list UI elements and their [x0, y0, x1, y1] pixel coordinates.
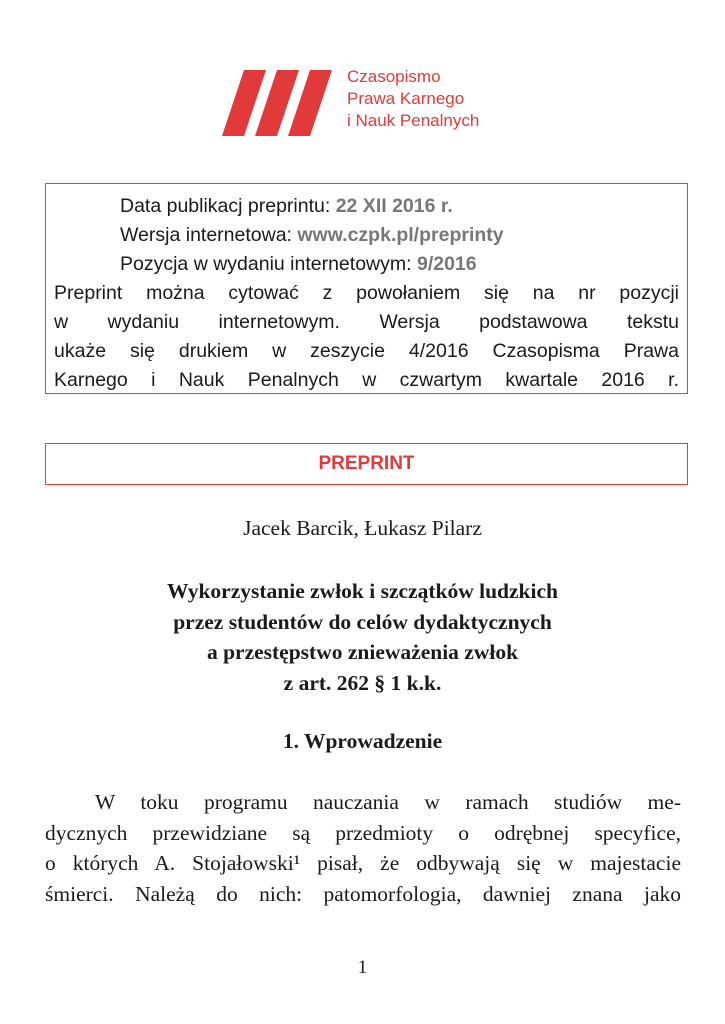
journal-name-line-1: Czasopismo [347, 67, 441, 86]
preprint-label: PREPRINT [318, 453, 415, 474]
journal-logo-stripes-icon [222, 70, 334, 136]
article-title-line-2: przez studentów do celów dydaktycznych [173, 609, 552, 634]
journal-name-line-3: i Nauk Penalnych [347, 111, 480, 130]
online-position-label: Pozycja w wydaniu internetowym: [120, 253, 417, 275]
preprint-banner [45, 443, 688, 485]
citation-note-line-2: w wydaniu internetowym. Wersja podstawowa tekstu [54, 311, 679, 333]
journal-name-line-2: Prawa Karnego [347, 89, 465, 108]
article-title-line-4: z art. 262 § 1 k.k. [283, 670, 442, 695]
citation-note-line-4: Karnego i Nauk Penalnych w czwartym kwartale 2016 r. [54, 369, 679, 391]
article-title [0, 576, 725, 698]
article-authors: Jacek Barcik, Łukasz Pilarz [243, 516, 482, 540]
publication-date-line [54, 192, 679, 221]
journal-logo [222, 62, 522, 140]
journal-name [347, 66, 479, 132]
online-position-line [54, 250, 679, 279]
publication-date-value: 22 XII 2016 r. [335, 195, 453, 217]
page-number: 1 [357, 957, 368, 978]
citation-note-line-1: Preprint można cytować z powołaniem się na nr pozycji [54, 282, 679, 304]
web-version-label: Wersja internetowa: [120, 224, 298, 246]
body-line-1: W toku programu nauczania w ramach studiów me- [95, 790, 681, 814]
article-title-line-1: Wykorzystanie zwłok i szczątków ludzkich [167, 579, 558, 603]
body-line-4: śmierci. Należą do nich: patomorfologia, dawniej znana jako [45, 881, 681, 906]
publication-info-box [45, 183, 688, 394]
online-position-value: 9/2016 [416, 253, 477, 275]
publication-date-label: Data publikacj preprintu: [120, 195, 336, 217]
web-version-link[interactable]: www.czpk.pl/preprinty [297, 224, 504, 246]
article-title-line-3: a przestępstwo znieważenia zwłok [206, 640, 519, 664]
body-paragraph [45, 787, 681, 909]
body-line-2: dycznych przewidziane są przedmioty o odrębnej specyfice, [45, 820, 681, 845]
section-heading: 1. Wprowadzenie [282, 729, 443, 753]
web-version-line [54, 221, 679, 250]
body-line-3: o których A. Stojałowski¹ pisał, że odbywają się w majestacie [45, 851, 681, 875]
citation-note-line-3: ukaże się drukiem w zeszycie 4/2016 Czasopisma Prawa [54, 340, 679, 362]
